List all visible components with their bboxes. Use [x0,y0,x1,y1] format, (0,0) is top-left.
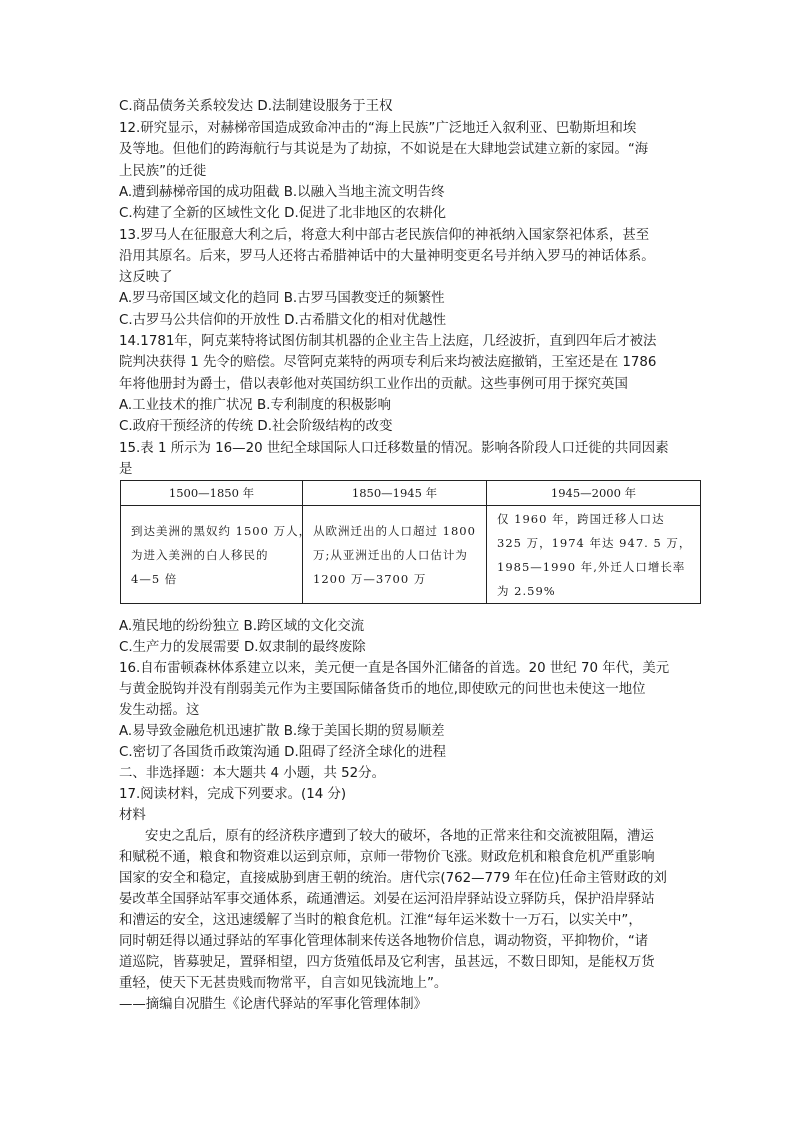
material-label: 材料 [119,808,146,823]
question-14-options-ab: A.工业技术的推广状况 B.专利制度的积极影响 [119,398,391,413]
question-17-heading: 17.阅读材料，完成下列要求。(14 分) [119,787,347,802]
table-cell-1500-1850: 到达美洲的黑奴约 1500 万人， 为进入美洲的白人移民的 4—5 倍 [121,506,303,604]
table-cell-1850-1945: 从欧洲迁出的人口超过 1800 万;从亚洲迁出的人口估计为 1200 万—3700 万 [303,506,487,604]
material-line-6: 同时朝廷得以通过驿站的军事化管理体制来传送各地物价信息，调动物资，平抑物价，“诸 [119,934,649,949]
question-13-line-3: 这反映了 [119,270,173,285]
material-line-2: 和赋税不通，粮食和物资难以运到京师，京师一带物价飞涨。财政危机和粮食危机严重影响 [119,850,655,865]
material-line-5: 和漕运的安全，这迅速缓解了当时的粮食危机。江淮“每年运米数十一万石，以实关中”， [119,913,642,928]
question-13-line-1: 13.罗马人在征服意大利之后，将意大利中部古老民族信仰的神祇纳入国家祭祀体系，甚至 [119,228,650,243]
question-15-options-cd: C.生产力的发展需要 D.奴隶制的最终废除 [119,640,366,655]
question-12-line-2: 及等地。但他们的跨海航行与其说是为了劫掠，不如说是在大肆地尝试建立新的家园。“海 [119,142,649,157]
question-16-options-cd: C.密切了各国货币政策沟通 D.阻碍了经济全球化的进程 [119,745,447,760]
question-12-line-1: 12.研究显示，对赫梯帝国造成致命冲击的“海上民族”广泛地迁入叙利亚、巴勒斯坦和埃 [119,121,637,136]
table-header-1945-2000: 1945—2000 年 [487,481,701,506]
option-line-11-cd: C.商品债务关系较发达 D.法制建设服务于王权 [119,99,393,114]
question-14-line-2: 院判决获得 1 先令的赔偿。尽管阿克莱特的两项专利后来均被法庭撤销，王室还是在 1786 [119,355,657,370]
question-15-line-1: 15.表 1 所示为 16—20 世纪全球国际人口迁移数量的情况。影响各阶段人口迁徙的共同因素 [119,441,669,456]
table-cell-1945-2000: 仅 1960 年，跨国迁移人口达 325 万，1974 年达 947. 5 万， 1985—1990 年,外迁人口增长率 为 2.59% [487,506,701,604]
question-13-options-cd: C.古罗马公共信仰的开放性 D.古希腊文化的相对优越性 [119,313,447,328]
question-15-line-2: 是 [119,462,133,477]
question-16-line-3: 发生动摇。这 [119,703,200,718]
question-16-line-2: 与黄金脱钩并没有削弱美元作为主要国际储备货币的地位,即使欧元的问世也未使这一地位 [119,682,646,697]
question-13-options-ab: A.罗马帝国区域文化的趋同 B.古罗马国教变迁的频繁性 [119,291,445,306]
question-12-options-ab: A.遭到赫梯帝国的成功阻截 B.以融入当地主流文明告终 [119,185,445,200]
question-15-options-ab: A.殖民地的纷纷独立 B.跨区域的文化交流 [119,619,365,634]
question-16-line-1: 16.自布雷顿森林体系建立以来，美元便一直是各国外汇储备的首选。20 世纪 70 年代，美元 [119,661,670,676]
question-13-line-2: 沿用其原名。后来，罗马人还将古希腊神话中的大量神明变更名号并纳入罗马的神话体系。 [119,249,655,264]
question-14-line-3: 年将他册封为爵士，借以表彰他对英国纺织工业作出的贡献。这些事例可用于探究英国 [119,377,628,392]
migration-table [120,480,701,604]
material-line-8: 重轻，使天下无甚贵贱而物常平，自言如见钱流地上”。 [119,976,448,991]
question-12-line-3: 上民族”的迁徙 [119,164,207,179]
material-line-3: 国家的安全和稳定，直接威胁到唐王朝的统治。唐代宗(762—779 年在位)任命主管财政的刘 [119,871,667,886]
material-source: ——摘编自况腊生《论唐代驿站的军事化管理体制》 [119,997,427,1012]
material-line-4: 晏改革全国驿站军事交通体系，疏通漕运。刘晏在运河沿岸驿站设立驿防兵，保护沿岸驿站 [119,892,655,907]
material-line-7: 道巡院，皆募驶足，置驿相望，四方货殖低昂及它利害，虽甚远，不数日即知，是能权万货 [119,955,655,970]
question-14-options-cd: C.政府干预经济的传统 D.社会阶级结构的改变 [119,419,393,434]
table-header-1500-1850: 1500—1850 年 [121,481,303,506]
section-2-heading: 二、非选择题：本大题共 4 小题，共 52分。 [119,766,385,781]
material-line-1: 安史之乱后，原有的经济秩序遭到了较大的破坏，各地的正常来往和交流被阻隔，漕运 [145,829,654,844]
question-12-options-cd: C.构建了全新的区域性文化 D.促进了北非地区的农耕化 [119,206,447,221]
question-16-options-ab: A.易导致金融危机迅速扩散 B.缘于美国长期的贸易顺差 [119,724,445,739]
table-header-1850-1945: 1850—1945 年 [303,481,487,506]
question-14-line-1: 14.1781年，阿克莱特将试图仿制其机器的企业主告上法庭，几经波折，直到四年后才被法 [119,334,657,349]
